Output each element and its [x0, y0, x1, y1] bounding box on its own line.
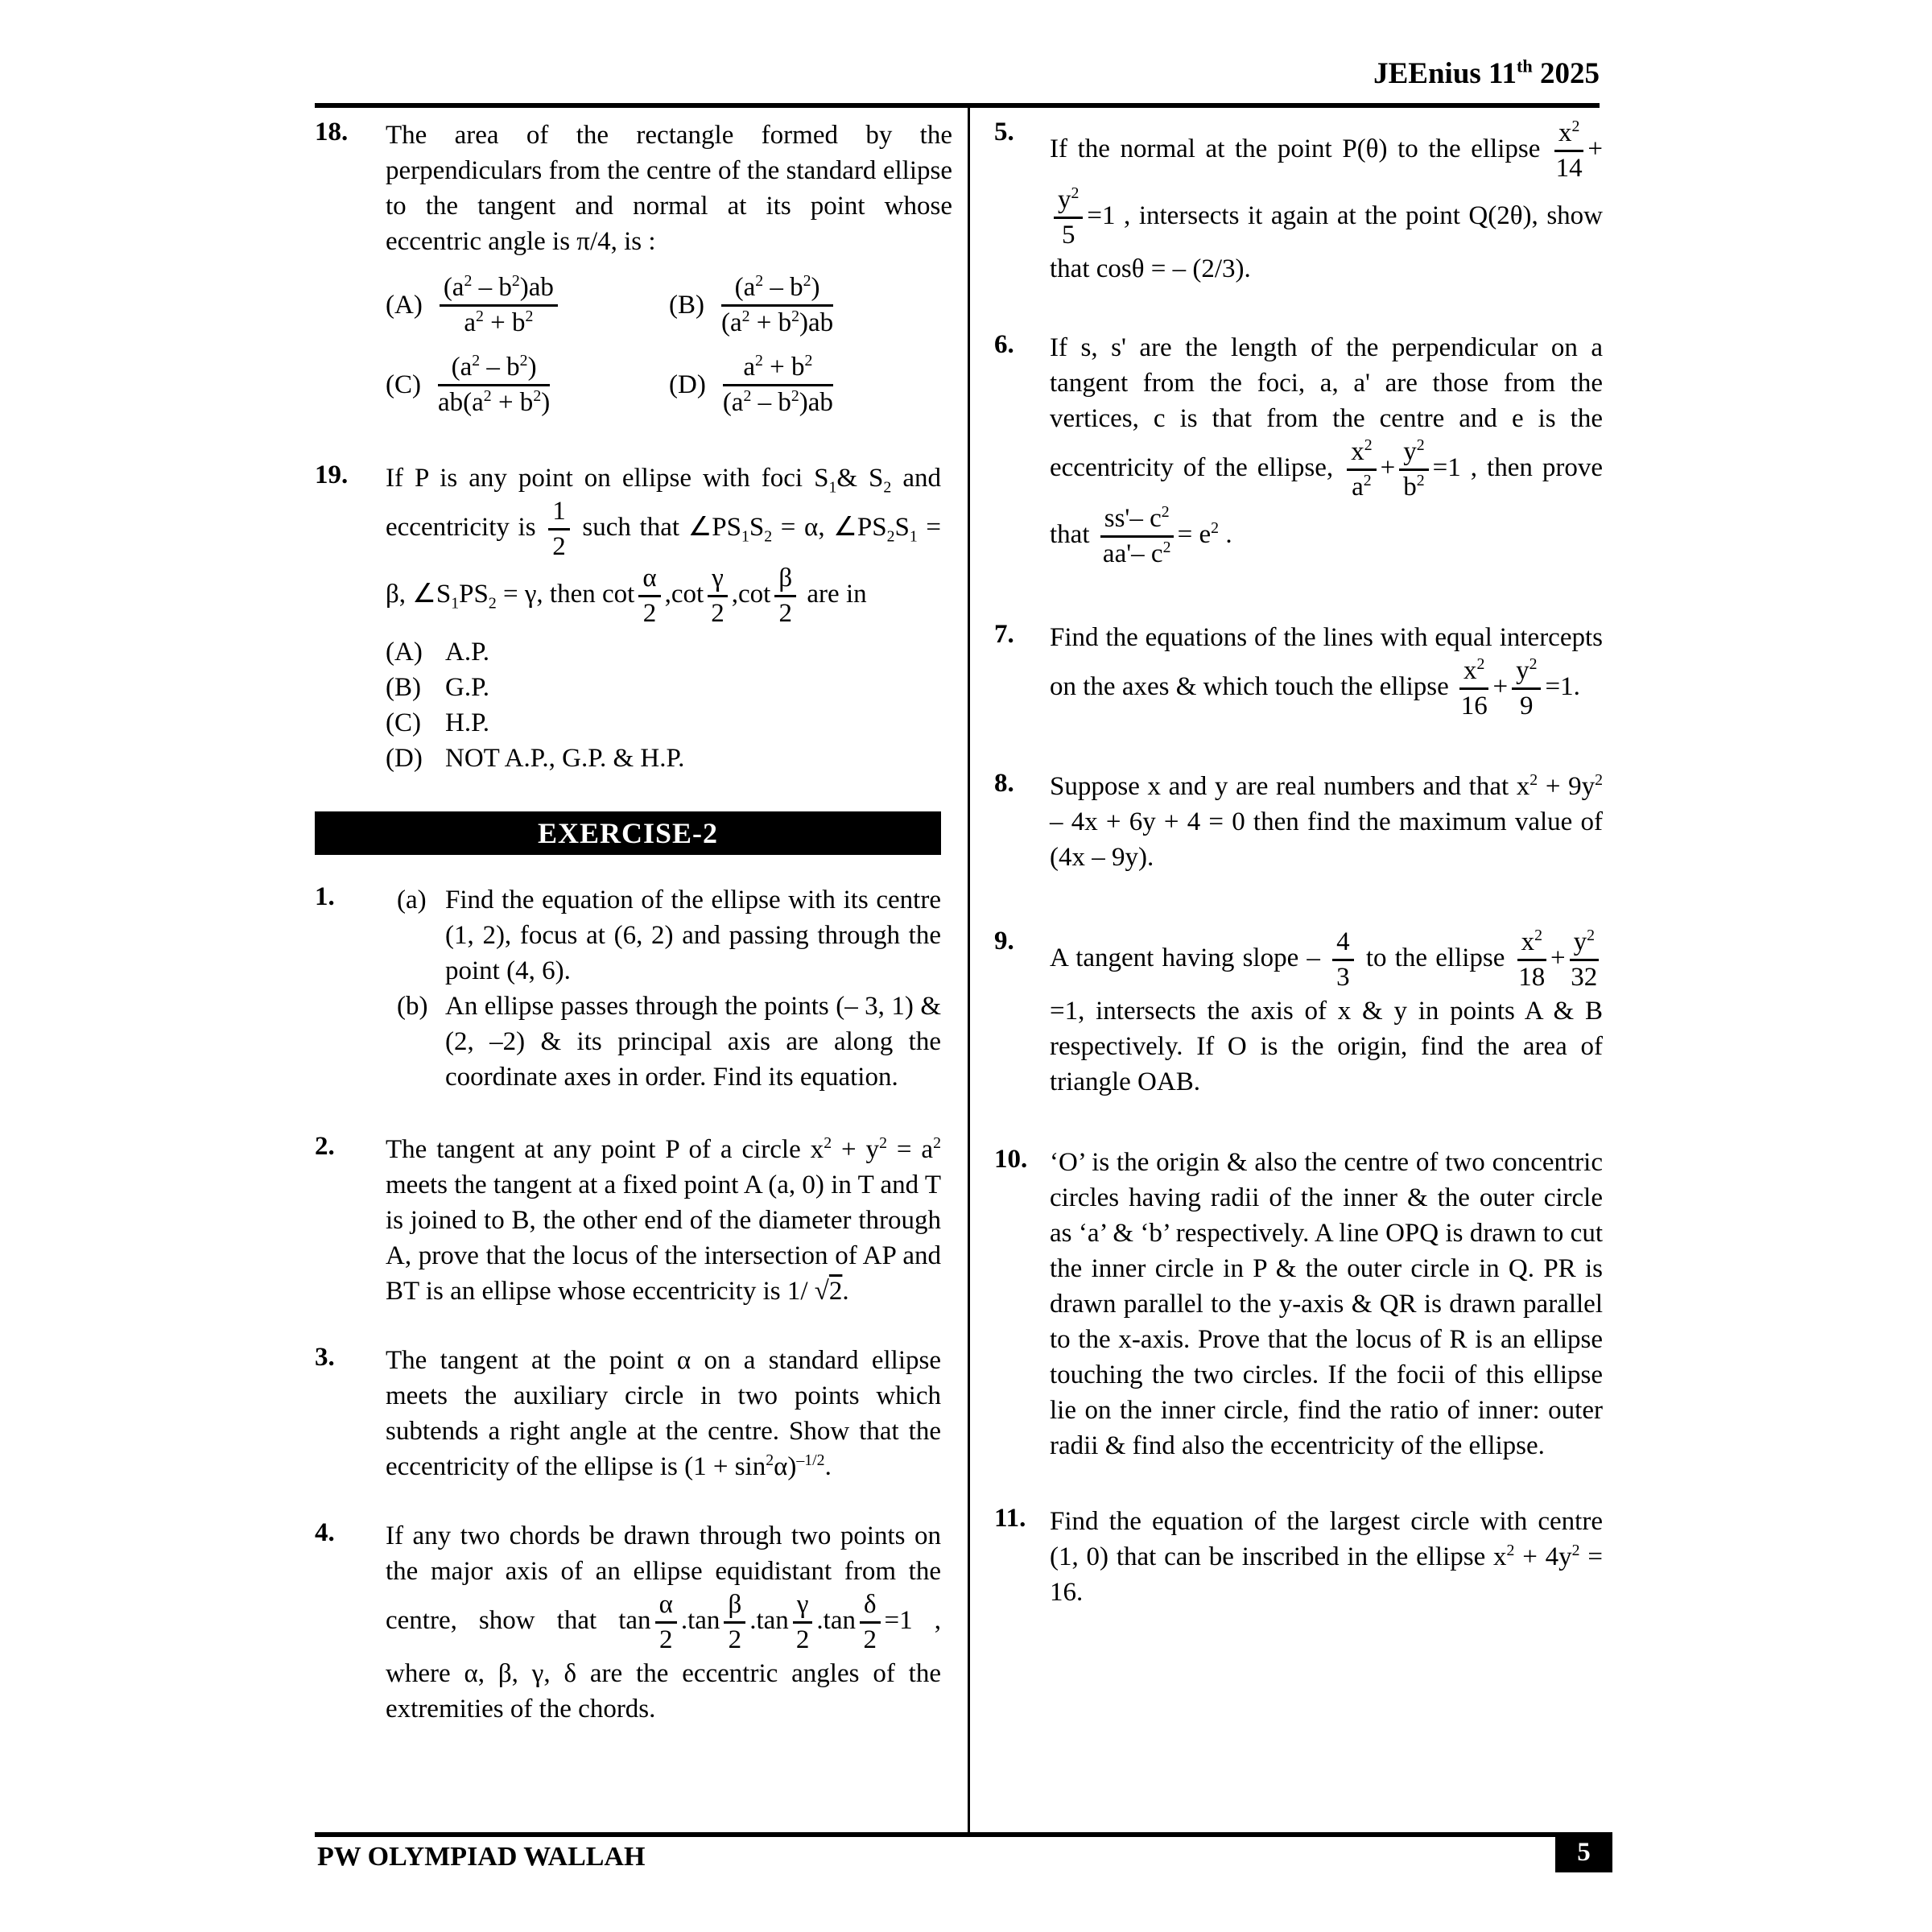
option-text: A.P. [445, 637, 490, 667]
question-text: The tangent at any point P of a circle $x^2 + y^2 = a^2$ meets the tangent at a fixed point A (a, 0) in T and T is joined to B, the other end of the diameter through A, prove that the locus of the intersection of AP and BT is an ellipse whose eccentricity is 1/ √2. [386, 1133, 941, 1306]
question-number: 8. [994, 768, 1014, 798]
footer-brand: PW OLYMPIAD WALLAH [317, 1842, 646, 1872]
part-label: (b) [397, 991, 428, 1021]
fraction-numerator: $(a^2 - b^2)ab$ [440, 274, 558, 307]
question-text: The area of the rectangle formed by the perpendiculars from the centre of the standard ellipse to the tangent and normal at its point whose eccentric angle is π/4, is : [386, 121, 952, 256]
question-7 [994, 620, 1603, 722]
question-text: Find the equation of the largest circle with centre (1, 0) that can be inscribed in the ellipse $x^2 + 4y^2 = 16$. [1050, 1506, 1603, 1607]
option-19-B [386, 670, 941, 705]
fraction [438, 353, 550, 417]
page-number: 5 [1577, 1837, 1591, 1867]
fraction [721, 274, 833, 337]
fraction-numerator: $(a^2 - b^2)$ [721, 274, 833, 307]
question-4 [315, 1518, 941, 1727]
question-text: If P is any point on ellipse with foci $S_1\&$ $S_2$ and eccentricity is $\frac{1}{2}$ such that $\angle PS_1S_2 = \alpha$, $\angle PS_2S_1 = \beta$, $\angle S_1PS_2 = \gamma$, then cot $\frac{\alpha}{2}$ ,cot $\frac{\gamma}{2}$ ,cot $\frac{\beta}{2}$ are in [386, 463, 942, 628]
question-body [386, 118, 952, 423]
question-text: A tangent having slope – $\frac{4}{3}$ to the ellipse $\frac{x^2}{18}$ + $\frac{y^2}{32}$ =1, intersects the axis of x & y in points A & B respectively. If O is the origin, find the area of triangle OAB. [1050, 926, 1603, 1096]
question-body [386, 882, 941, 1095]
option-text: NOT A.P., G.P. & H.P. [445, 743, 685, 773]
question-text: Find the equations of the lines with equal intercepts on the axes & which touch the ellipse $\frac{x^2}{16}$ + $\frac{y^2}{9}$ =1. [1050, 622, 1603, 720]
fraction-denominator: $a^2 + b^2$ [464, 307, 534, 337]
question-text: The tangent at the point α on a standard ellipse meets the auxiliary circle in two points which subtends a right angle at the centre. Show that the eccentricity of the ellipse is $(1 + \sin^2\alpha)^{-1/2}$. [386, 1345, 941, 1481]
question-3 [315, 1343, 941, 1484]
fraction-numerator: $a^2 + b^2$ [723, 353, 833, 386]
part-text: An ellipse passes through the points (– 3, 1) & (2, –2) & its principal axis are along the coordinate axes in order. Find its equation. [445, 991, 941, 1092]
question-2 [315, 1132, 941, 1309]
question-10 [994, 1145, 1603, 1463]
option-18-B [669, 272, 952, 339]
options-list [386, 634, 941, 776]
question-text: If any two chords be drawn through two points on the major axis of an ellipse equidistant from the centre, show that tan $\frac{\alpha}{2}$ .tan $\frac{\beta}{2}$ .tan $\frac{\gamma}{2}$ .tan $\frac{\delta}{2}$ =1 , where α, β, γ, δ are the eccentric angles of the extremities of the chords. [386, 1521, 941, 1724]
question-number: 11. [994, 1503, 1026, 1533]
question-text: If the normal at the point P(θ) to the ellipse $\frac{x^2}{14}$ + $\frac{y^2}{5}$ =1 , intersects it again at the point Q(2θ), show that cosθ = – (2/3). [1050, 118, 1603, 283]
question-18 [315, 118, 952, 423]
option-18-D [669, 352, 952, 419]
question-number: 6. [994, 329, 1014, 359]
question-number: 9. [994, 926, 1014, 956]
option-label: (C) [386, 370, 421, 400]
fraction [440, 274, 558, 337]
footer-rule [315, 1832, 1555, 1837]
question-number: 4. [315, 1517, 335, 1547]
fraction-denominator: $ab(a^2 + b^2)$ [438, 386, 551, 417]
option-label: (C) [386, 708, 421, 737]
question-5 [994, 118, 1603, 287]
header-rule [315, 103, 1600, 108]
fraction [723, 353, 833, 417]
left-column [315, 118, 952, 1727]
option-label: (A) [386, 637, 423, 667]
question-number: 1. [315, 881, 335, 911]
option-label: (A) [386, 291, 423, 320]
question-8 [994, 769, 1603, 875]
option-label: (D) [386, 743, 423, 773]
option-text: G.P. [445, 672, 490, 702]
question-part-b [386, 989, 941, 1095]
question-1 [315, 882, 941, 1095]
question-number: 3. [315, 1342, 335, 1372]
question-9 [994, 927, 1603, 1100]
question-19 [315, 460, 941, 776]
right-column [994, 118, 1603, 1610]
part-text: Find the equation of the ellipse with its centre (1, 2), focus at (6, 2) and passing through the point (4, 6). [445, 885, 941, 985]
option-19-C [386, 705, 941, 741]
option-18-A [386, 272, 669, 339]
fraction-denominator: $(a^2 - b^2)ab$ [722, 386, 833, 417]
question-6 [994, 330, 1603, 570]
question-body [386, 460, 941, 776]
question-number: 5. [994, 118, 1014, 147]
column-divider [968, 105, 970, 1835]
option-label: (B) [386, 672, 421, 702]
question-part-a [386, 882, 941, 989]
option-19-A [386, 634, 941, 670]
question-number: 7. [994, 619, 1014, 649]
options-row [386, 352, 952, 419]
page-number-badge [1555, 1832, 1612, 1872]
part-label: (a) [397, 885, 427, 914]
options-row [386, 272, 952, 339]
fraction-numerator: $(a^2 - b^2)$ [438, 353, 550, 386]
question-text: ‘O’ is the origin & also the centre of two concentric circles having radii of the inner & the outer circle as ‘a’ & ‘b’ respectively. A line OPQ is drawn to cut the inner circle in P & the outer circle in Q. PR is drawn parallel to the y-axis & QR is drawn parallel to the x-axis. Prove that the locus of R is an ellipse touching the two circles. If the focii of this ellipse lie on the inner circle, find the ratio of inner: outer radii & find also the eccentricity of the ellipse. [1050, 1147, 1603, 1460]
question-text: Suppose x and y are real numbers and that $x^2 + 9y^2 - 4x + 6y + 4 = 0$ then find the maximum value of (4x – 9y). [1050, 770, 1603, 872]
page-header-title: JEEnius 11th 2025 [1373, 56, 1600, 90]
option-19-D [386, 741, 941, 776]
fraction-denominator: $(a^2 + b^2)ab$ [721, 307, 834, 337]
option-label: (D) [669, 370, 706, 400]
option-18-C [386, 352, 669, 419]
section-banner: EXERCISE-2 [315, 811, 941, 855]
question-number: 10. [994, 1144, 1028, 1174]
question-number: 2. [315, 1131, 335, 1161]
question-number: 19. [315, 460, 349, 489]
question-text: If s, s' are the length of the perpendicular on a tangent from the foci, a, a' are those from the vertices, c is that from the centre and e is the eccentricity of the ellipse, $\frac{x^2}{a^2}$ + $\frac{y^2}{b^2}$ =1 , then prove that $\frac{ss'- c^2}{aa'- c^2}$ = $e^2$ . [1050, 332, 1603, 568]
option-label: (B) [669, 291, 704, 320]
question-11 [994, 1504, 1603, 1610]
question-number: 18. [315, 118, 349, 147]
option-text: H.P. [445, 708, 490, 737]
